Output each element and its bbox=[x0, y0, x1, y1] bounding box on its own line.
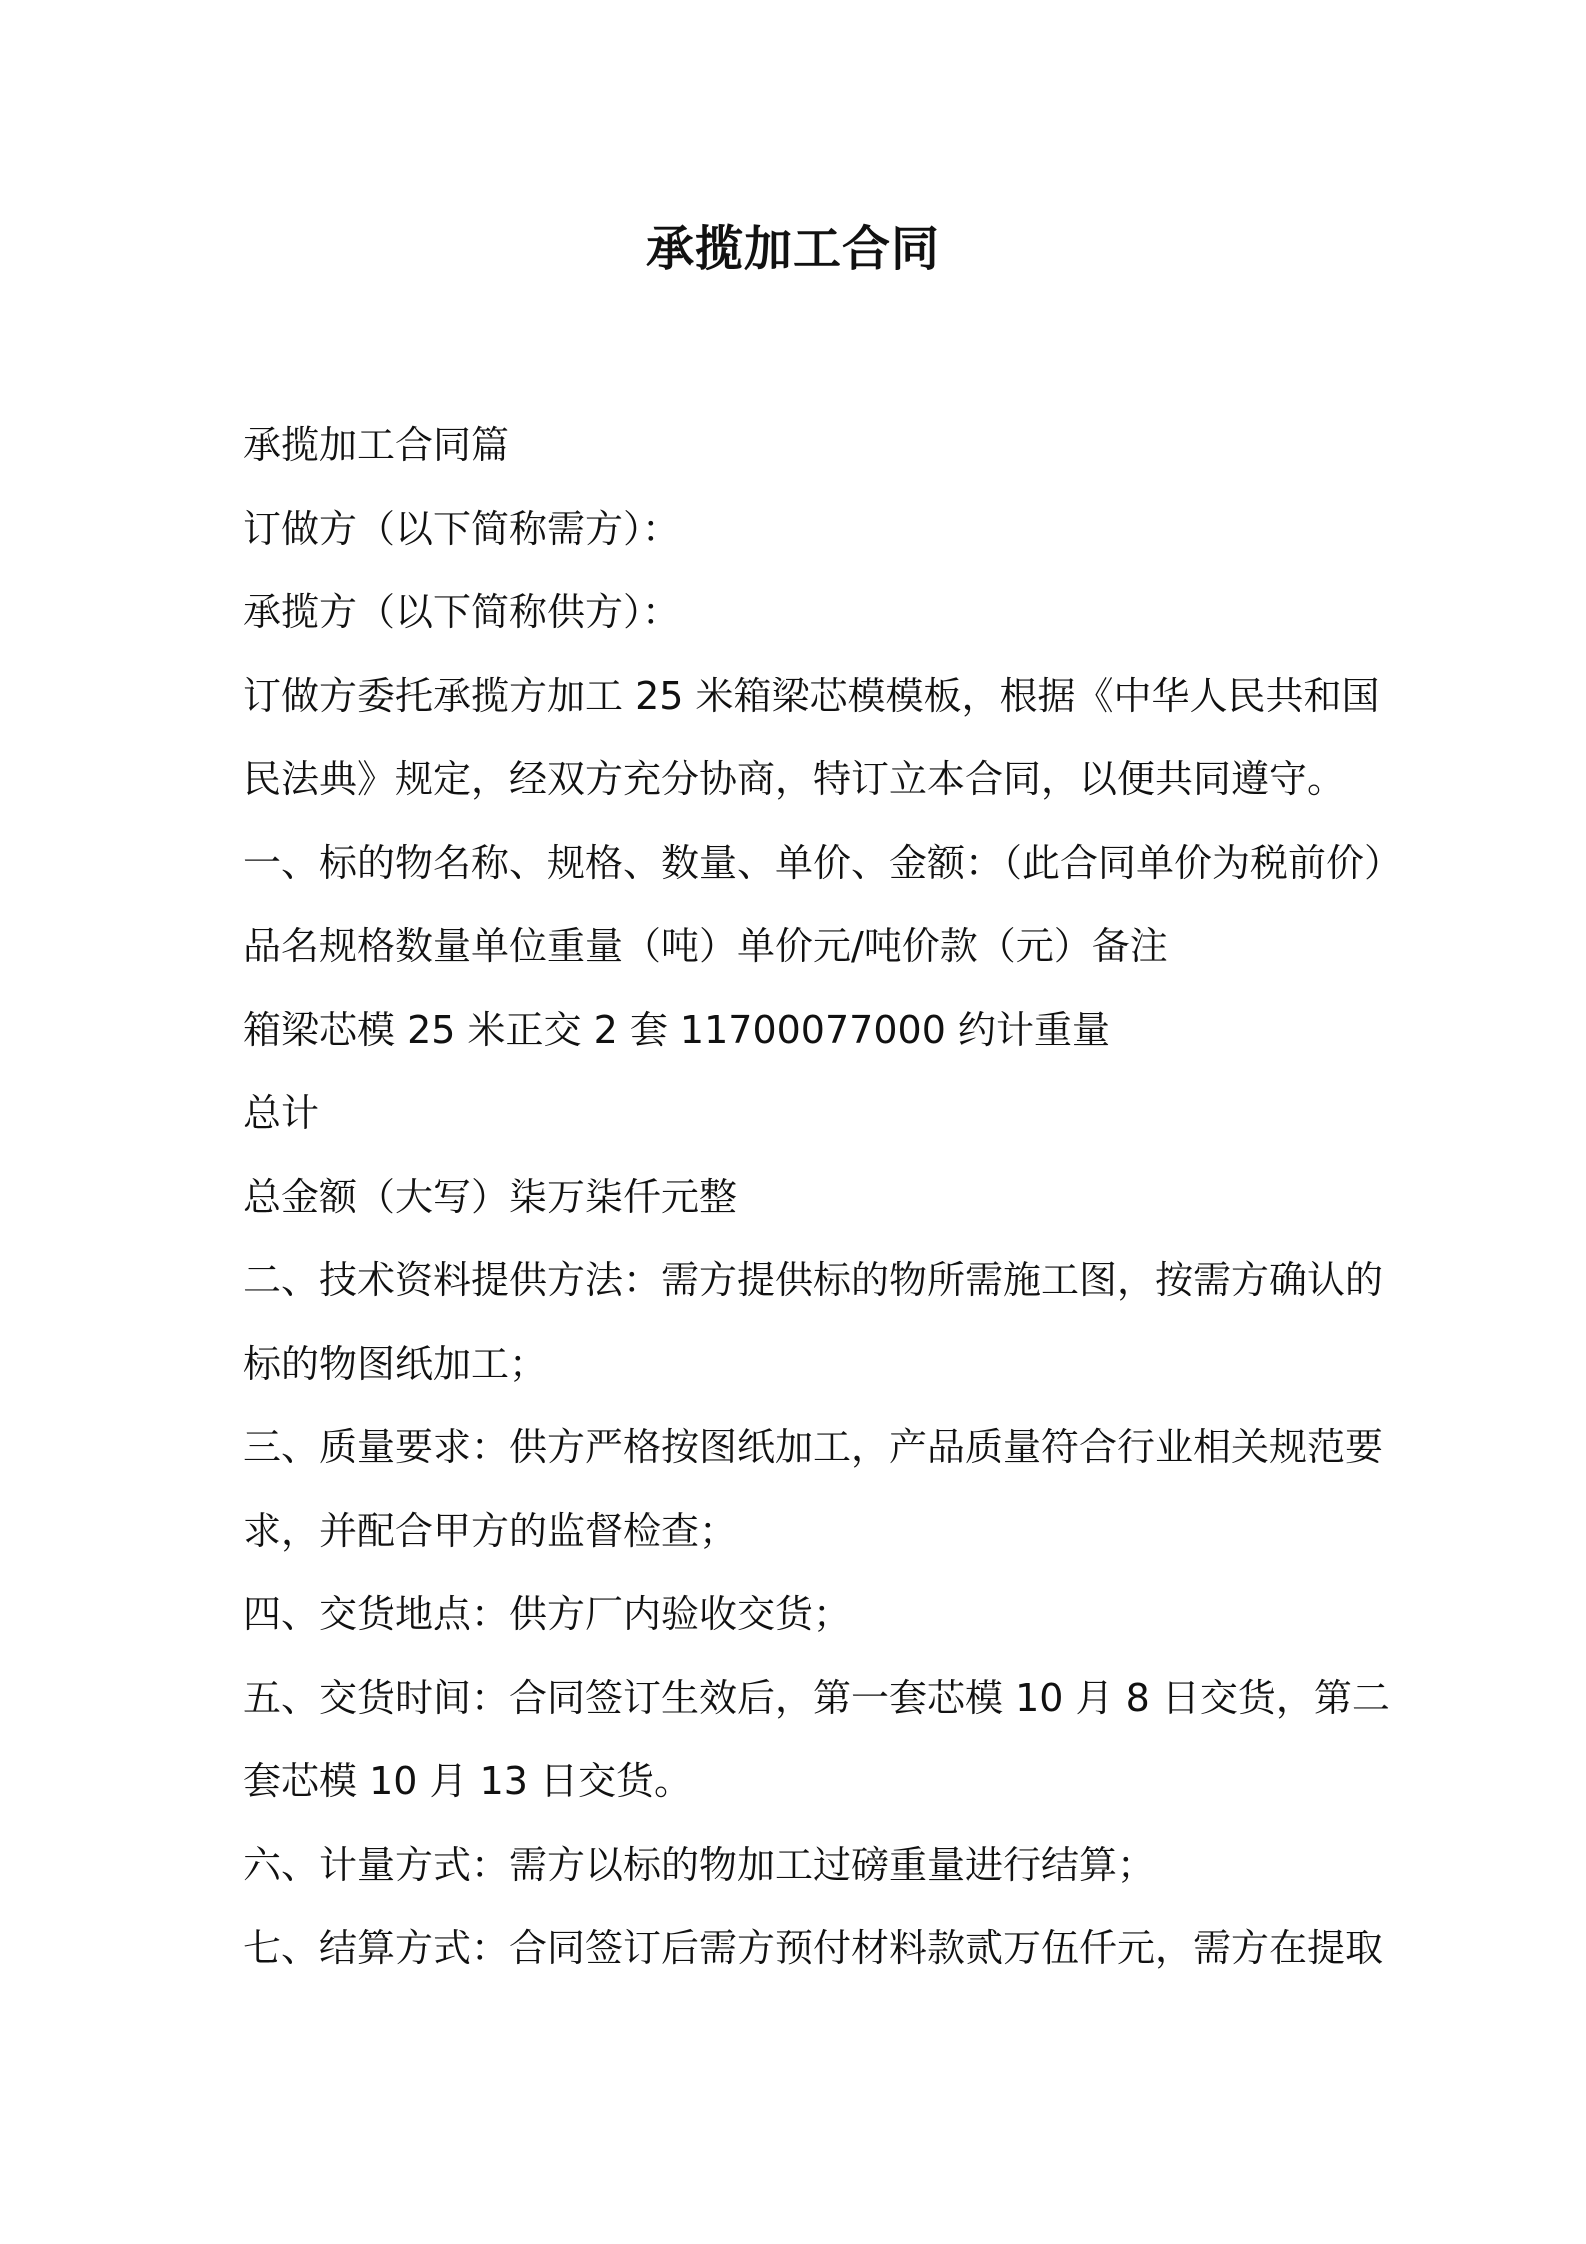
body-line: 五、交货时间：合同签订生效后，第一套芯模 10 月 8 日交货，第二 bbox=[243, 1675, 1390, 1720]
document-title: 承揽加工合同 bbox=[645, 221, 940, 277]
body-line: 承揽加工合同篇 bbox=[243, 423, 510, 467]
body-line: 总金额（大写）柒万柒仟元整 bbox=[243, 1174, 738, 1219]
body-line: 套芯模 10 月 13 日交货。 bbox=[243, 1759, 693, 1803]
body-line: 标的物图纸加工； bbox=[243, 1341, 548, 1386]
body-line: 民法典》规定，经双方充分协商，特订立本合同，以便共同遵守。 bbox=[243, 757, 1346, 801]
body-line: 箱梁芯模 25 米正交 2 套 11700077000 约计重量 bbox=[243, 1007, 1110, 1052]
body-line: 品名规格数量单位重量（吨）单价元/吨价款（元）备注 bbox=[243, 924, 1168, 968]
body-line: 三、质量要求：供方严格按图纸加工，产品质量符合行业相关规范要 bbox=[243, 1425, 1384, 1469]
body-line: 承揽方（以下简称供方）： bbox=[243, 590, 681, 634]
body-line: 二、技术资料提供方法：需方提供标的物所需施工图，按需方确认的 bbox=[243, 1258, 1384, 1302]
body-line: 订做方（以下简称需方）： bbox=[243, 506, 681, 551]
body-line: 六、计量方式：需方以标的物加工过磅重量进行结算； bbox=[243, 1842, 1156, 1887]
body-line: 求，并配合甲方的监督检查； bbox=[243, 1508, 738, 1553]
body-line: 四、交货地点：供方厂内验收交货； bbox=[243, 1592, 852, 1636]
body-line: 一、标的物名称、规格、数量、单价、金额：（此合同单价为税前价） bbox=[243, 840, 1403, 885]
document-body bbox=[243, 404, 1403, 1991]
body-line: 订做方委托承揽方加工 25 米箱梁芯模模板，根据《中华人民共和国 bbox=[243, 673, 1380, 718]
body-line: 总计 bbox=[243, 1091, 320, 1135]
body-line: 七、结算方式：合同签订后需方预付材料款贰万伍仟元，需方在提取 bbox=[243, 1926, 1384, 1970]
